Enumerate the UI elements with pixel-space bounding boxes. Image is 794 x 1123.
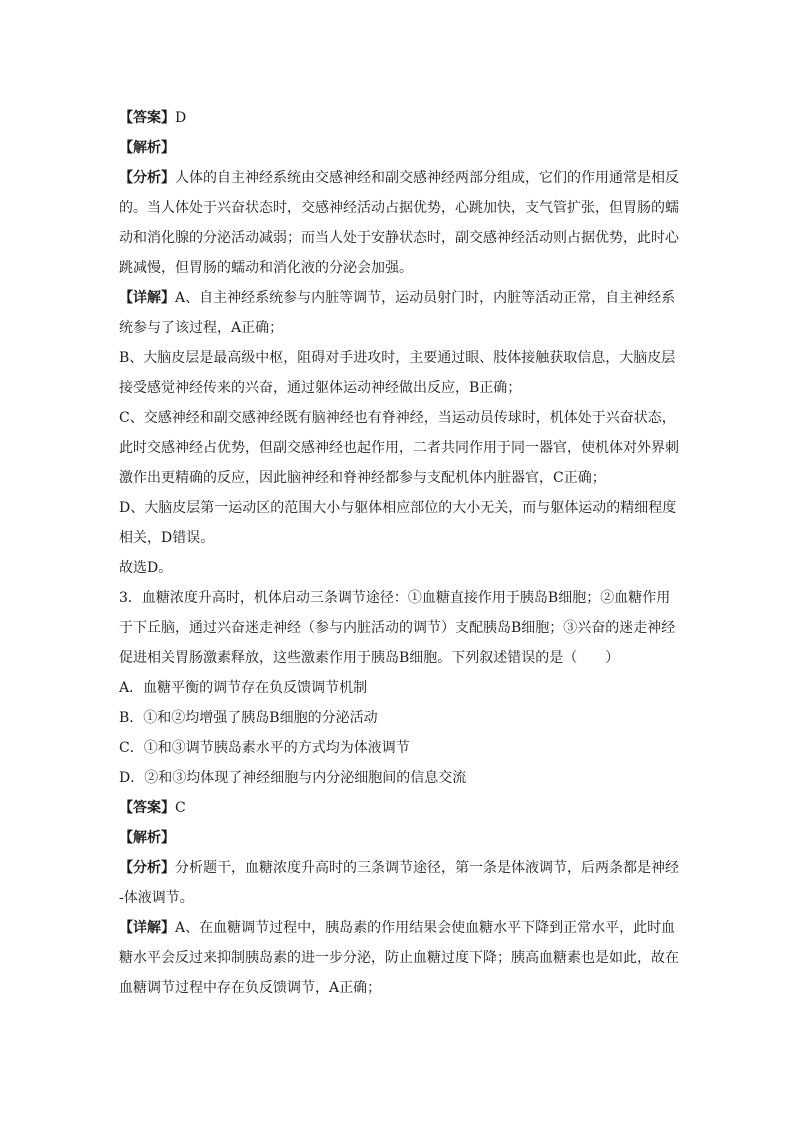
xiangjie-line: 相关，D错误。 — [119, 530, 215, 546]
fenxi-line: 的。当人体处于兴奋状态时，交感神经活动占据优势，心跳加快，支气管扩张，但胃肠的蠕 — [119, 200, 679, 216]
option-a: A．血糖平衡的调节存在负反馈调节机制 — [119, 680, 368, 696]
fenxi-line — [119, 163, 679, 193]
fenxi-tag: 【分析】 — [119, 170, 175, 186]
option-b: B．①和②均增强了胰岛B细胞的分泌活动 — [119, 710, 378, 726]
option-c: C．①和③调节胰岛素水平的方式均为体液调节 — [119, 740, 410, 756]
fenxi-line: -体液调节。 — [119, 890, 194, 906]
xiangjie-line — [119, 283, 679, 313]
fenxi-text: 分析题干，血糖浓度升高时的三条调节途径，第一条是体液调节，后两条都是神经 — [175, 860, 679, 876]
document-content — [119, 103, 679, 1003]
answer-value: C — [175, 800, 186, 816]
xiangjie-line: 此时交感神经占优势，但副交感神经也起作用，二者共同作用于同一器官，使机体对外界刺 — [119, 440, 679, 456]
xiangjie-line: 激作出更精确的反应，因此脑神经和脊神经都参与支配机体内脏器官，C正确； — [119, 470, 606, 486]
xiangjie-line: 糖水平会反过来抑制胰岛素的进一步分泌，防止血糖过度下降；胰高血糖素也是如此，故在 — [119, 950, 679, 966]
question-stem-line: 于下丘脑，通过兴奋迷走神经（参与内脏活动的调节）支配胰岛B细胞；③兴奋的迷走神经 — [119, 620, 676, 636]
fenxi-tag: 【分析】 — [119, 860, 175, 876]
xiangjie-line: D、大脑皮层第一运动区的范围大小与躯体相应部位的大小无关，而与躯体运动的精细程度 — [119, 500, 677, 516]
answer-tag: 【答案】 — [119, 800, 175, 816]
question-stem-line: 3．血糖浓度升高时，机体启动三条调节途径：①血糖直接作用于胰岛B细胞；②血糖作用 — [119, 590, 671, 606]
xiangjie-text: A、自主神经系统参与内脏等调节，运动员射门时，内脏等活动正常，自主神经系 — [175, 290, 676, 306]
xiangjie-line — [119, 913, 679, 943]
xiangjie-line: 接受感觉神经传来的兴奋，通过躯体运动神经做出反应，B正确； — [119, 380, 522, 396]
fenxi-line — [119, 853, 679, 883]
xiangjie-line: 统参与了该过程，A正确； — [119, 320, 284, 336]
question-stem-line: 促进相关胃肠激素释放，这些激素作用于胰岛B细胞。下列叙述错误的是（ ） — [119, 650, 620, 666]
analysis-heading: 【解析】 — [119, 830, 175, 846]
answer-line — [119, 793, 679, 823]
xiangjie-text: A、在血糖调节过程中，胰岛素的作用结果会使血糖水平下降到正常水平，此时血 — [175, 920, 676, 936]
xiangjie-tag: 【详解】 — [119, 920, 175, 936]
xiangjie-line: B、大脑皮层是最高级中枢，阻碍对手进攻时，主要通过眼、肢体接触获取信息，大脑皮层 — [119, 350, 676, 366]
xiangjie-tag: 【详解】 — [119, 290, 175, 306]
xiangjie-line: C、交感神经和副交感神经既有脑神经也有脊神经，当运动员传球时，机体处于兴奋状态， — [119, 410, 676, 426]
fenxi-text: 人体的自主神经系统由交感神经和副交感神经两部分组成，它们的作用通常是相反 — [175, 170, 679, 186]
fenxi-line: 跳减慢，但胃肠的蠕动和消化液的分泌会加强。 — [119, 260, 413, 276]
xiangjie-line: 血糖调节过程中存在负反馈调节，A正确； — [119, 980, 382, 996]
answer-tag: 【答案】 — [119, 110, 175, 126]
answer-line — [119, 103, 679, 133]
analysis-heading: 【解析】 — [119, 140, 175, 156]
option-d: D．②和③均体现了神经细胞与内分泌细胞间的信息交流 — [119, 770, 467, 786]
conclusion-line: 故选D。 — [119, 560, 173, 576]
answer-value: D — [175, 110, 187, 126]
fenxi-line: 动和消化腺的分泌活动减弱；而当人处于安静状态时，副交感神经活动则占据优势，此时心 — [119, 230, 679, 246]
